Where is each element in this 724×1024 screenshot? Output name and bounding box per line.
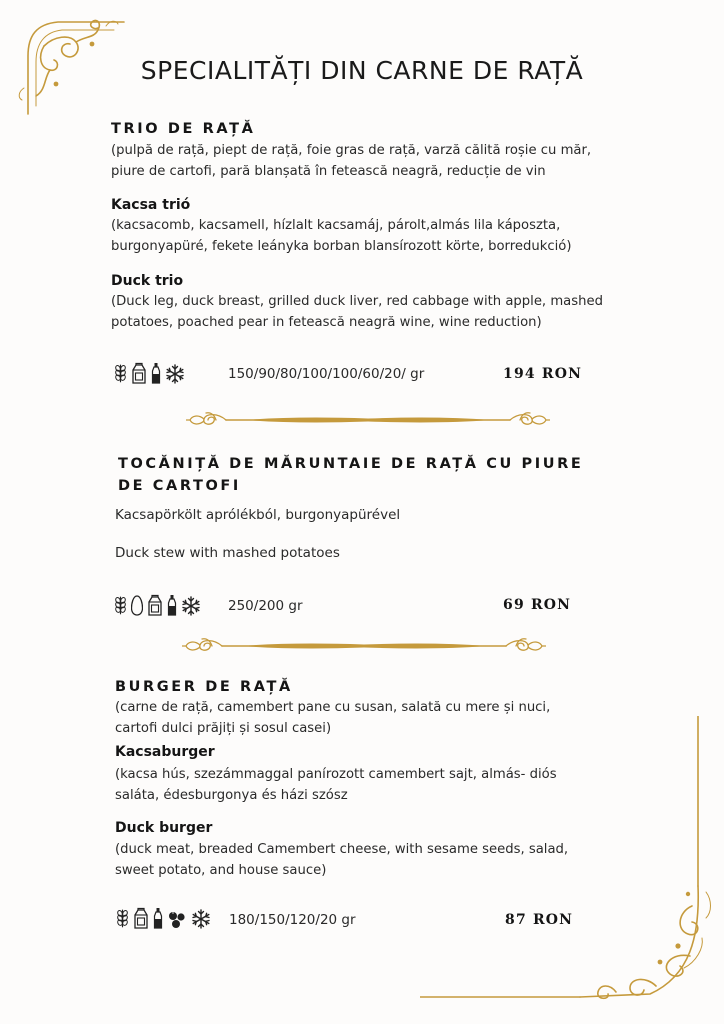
item-1-price: 194 RON	[503, 366, 583, 382]
desc-line: (kacsa hús, szezámmaggal panírozott camembert sajt, almás- diós	[115, 767, 557, 782]
item-3-hu-title: Kacsaburger	[115, 744, 215, 760]
snowflake-icon	[181, 596, 201, 616]
item-2-hu-desc: Kacsapörkölt aprólékból, burgonyapürével	[115, 507, 401, 523]
item-2-en-desc: Duck stew with mashed potatoes	[115, 545, 340, 561]
item-1-hu-desc	[111, 216, 611, 257]
bottle-icon	[153, 907, 163, 929]
item-2-price: 69 RON	[503, 597, 572, 613]
item-2-allergen-icons	[114, 594, 201, 616]
desc-line: cartofi dulci prăjiți și sosul casei)	[115, 720, 332, 736]
egg-icon	[131, 594, 143, 616]
item-1-en-title: Duck trio	[111, 273, 184, 289]
item-2-portion: 250/200 gr	[228, 598, 303, 614]
milk-carton-icon	[133, 907, 149, 929]
item-2-title	[118, 453, 583, 497]
snowflake-icon	[165, 364, 185, 384]
snowflake-icon	[191, 909, 211, 929]
item-3-en-title: Duck burger	[115, 820, 213, 836]
desc-line: (carne de rață, camembert pane cu susan, salată cu mere și nuci,	[115, 700, 551, 715]
item-3-title: BURGER DE RAȚĂ	[115, 679, 293, 695]
divider-ornament	[186, 410, 550, 430]
title-line: DE CARTOFI	[118, 478, 241, 494]
wheat-icon	[114, 594, 127, 616]
page-title: SPECIALITĂȚI DIN CARNE DE RAȚĂ	[140, 56, 584, 85]
item-3-ro-desc	[115, 698, 615, 739]
desc-line: burgonyapüré, fekete leányka borban blansírozott körte, borredukció)	[111, 238, 572, 254]
title-line: TOCĂNIȚĂ DE MĂRUNTAIE DE RAȚĂ CU PIURE	[118, 456, 584, 472]
desc-line: piure de cartofi, pară blanșată în fetească neagră, reducție de vin	[111, 163, 546, 179]
desc-line: saláta, édesburgonya és házi szósz	[115, 787, 348, 803]
item-3-portion: 180/150/120/20 gr	[229, 912, 356, 928]
bottle-icon	[167, 594, 177, 616]
item-1-ro-desc	[111, 141, 611, 182]
desc-line: (Duck leg, duck breast, grilled duck liver, red cabbage with apple, mashed	[111, 294, 603, 309]
desc-line: (duck meat, breaded Camembert cheese, with sesame seeds, salad,	[115, 842, 569, 857]
milk-carton-icon	[147, 594, 163, 616]
item-3-hu-desc	[115, 765, 615, 806]
milk-carton-icon	[131, 362, 147, 384]
desc-line: (pulpă de rață, piept de rață, foie gras de rață, varză călită roșie cu măr,	[111, 143, 592, 158]
item-1-portion: 150/90/80/100/100/60/20/ gr	[228, 366, 425, 382]
item-3-en-desc	[115, 840, 615, 881]
desc-line: (kacsacomb, kacsamell, hízlalt kacsamáj, párolt,almás lila káposzta,	[111, 218, 561, 233]
wheat-icon	[114, 362, 127, 384]
bottle-icon	[151, 362, 161, 384]
item-1-title: TRIO DE RAȚĂ	[111, 121, 256, 137]
item-3-price: 87 RON	[505, 912, 574, 928]
item-3-allergen-icons	[116, 907, 211, 929]
desc-line: potatoes, poached pear in fetească neagră wine, wine reduction)	[111, 314, 542, 330]
wheat-icon	[116, 907, 129, 929]
item-1-en-desc	[111, 292, 621, 333]
nuts-icon	[167, 911, 187, 929]
item-1-allergen-icons	[114, 362, 185, 384]
item-1-hu-title: Kacsa trió	[111, 197, 191, 213]
desc-line: sweet potato, and house sauce)	[115, 862, 327, 878]
divider-ornament	[182, 636, 546, 656]
